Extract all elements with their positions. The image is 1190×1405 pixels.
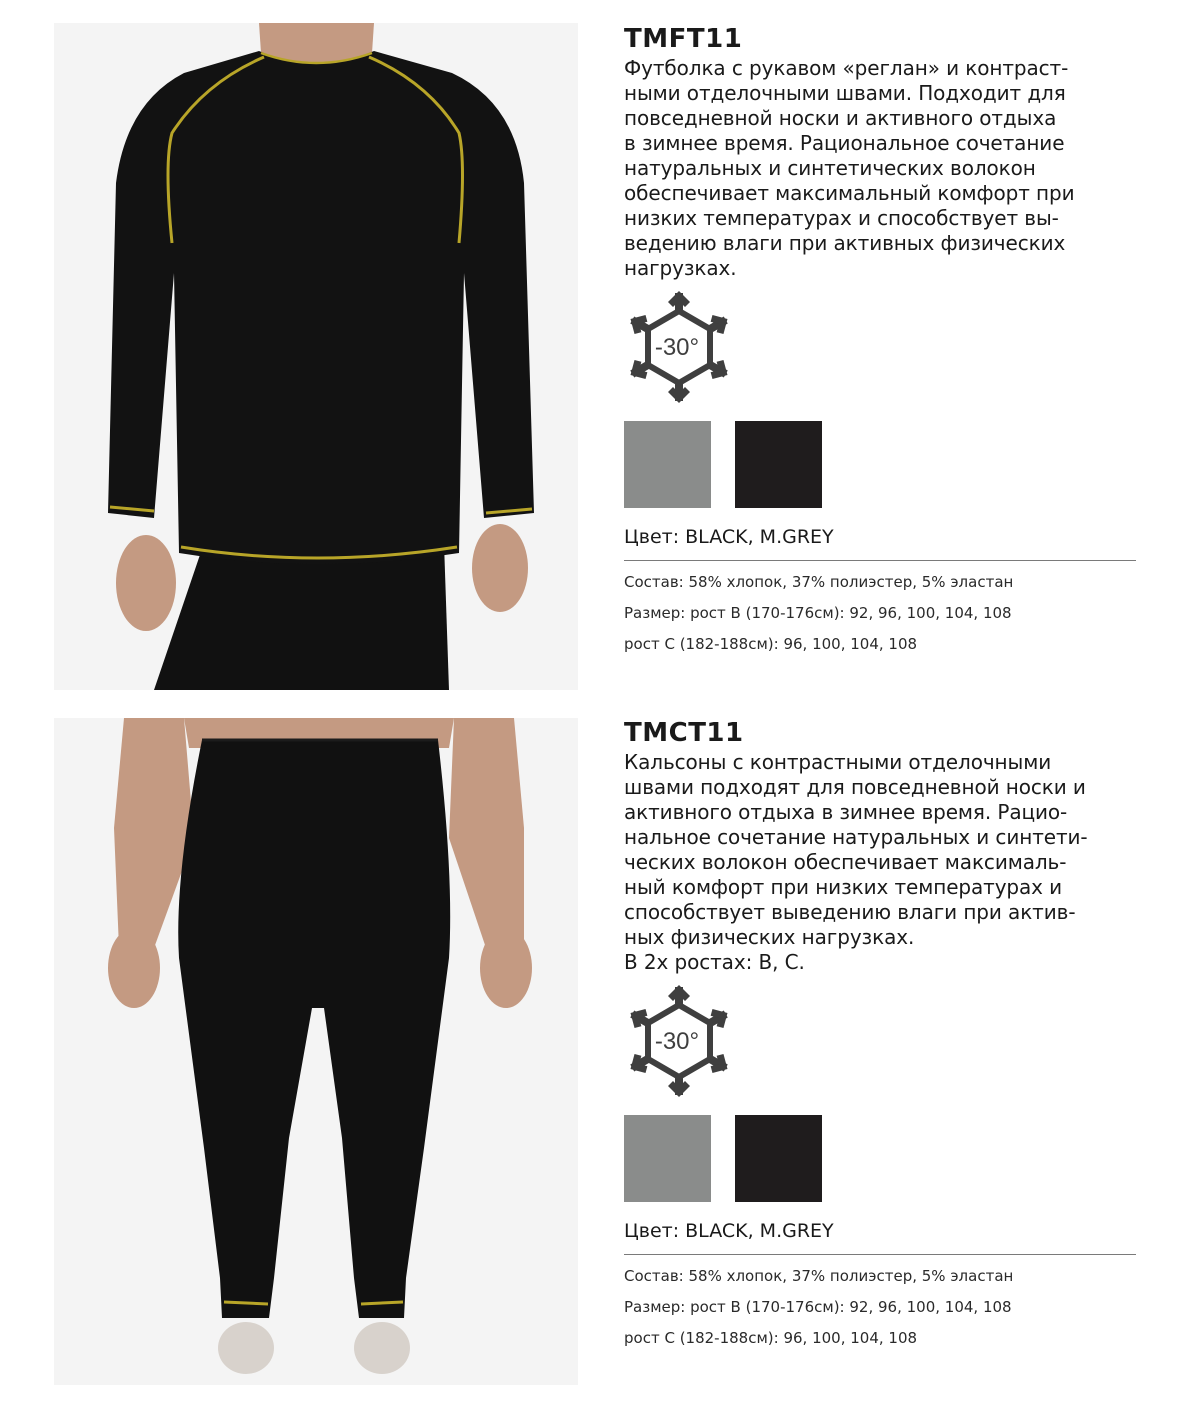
color-list: Цвет: BLACK, M.GREY: [624, 526, 834, 548]
composition: Состав: 58% хлопок, 37% полиэстер, 5% эластан: [624, 573, 1014, 591]
product-code: TMCT11: [624, 718, 744, 748]
product-description: Кальсоны с контрастными отделочными швами подходят для повседневной носки и активного отдыха в зимнее время. Рацио- нальное сочетание натуральных и синтети- ческих волокон обеспечивает максималь- ный комфорт при низких температурах и способствует выведению влаги при актив- ных физических нагрузках. В 2х ростах: В, С.: [624, 750, 1088, 974]
color-swatches: [624, 421, 1136, 508]
divider: [624, 1254, 1136, 1255]
size-row-c: рост С (182-188см): 96, 100, 104, 108: [624, 1329, 918, 1347]
snowflake-temperature-icon: [623, 985, 735, 1097]
product-photo-bottom: [54, 718, 578, 1385]
size-row-b: Размер: рост В (170-176см): 92, 96, 100, 104, 108: [624, 1298, 1012, 1316]
thermal-pants-photo: [54, 718, 578, 1385]
swatch-grey: [624, 421, 711, 508]
temperature-label: -30°: [654, 334, 700, 361]
product-code: TMFT11: [624, 24, 743, 54]
product-info-tmct11: [624, 716, 1136, 1354]
swatch-grey: [624, 1115, 711, 1202]
temperature-label: -30°: [654, 1028, 700, 1055]
size-row-b: Размер: рост В (170-176см): 92, 96, 100, 104, 108: [624, 604, 1012, 622]
snowflake-temperature-icon: [623, 291, 735, 403]
swatch-black: [735, 1115, 822, 1202]
color-list: Цвет: BLACK, M.GREY: [624, 1220, 834, 1242]
product-info-tmft11: [624, 22, 1136, 660]
thermal-top-photo: [54, 23, 578, 690]
size-row-c: рост С (182-188см): 96, 100, 104, 108: [624, 635, 918, 653]
product-description: Футболка с рукавом «реглан» и контраст- ными отделочными швами. Подходит для повседневной носки и активного отдыха в зимнее время. Рациональное сочетание натуральных и синтетических волокон обеспечивает максимальный комфорт при низких температурах и способствует вы- ведению влаги при активных физических нагрузках.: [624, 56, 1075, 280]
composition: Состав: 58% хлопок, 37% полиэстер, 5% эластан: [624, 1267, 1014, 1285]
swatch-black: [735, 421, 822, 508]
color-swatches: [624, 1115, 1136, 1202]
product-photo-top: [54, 23, 578, 690]
divider: [624, 560, 1136, 561]
